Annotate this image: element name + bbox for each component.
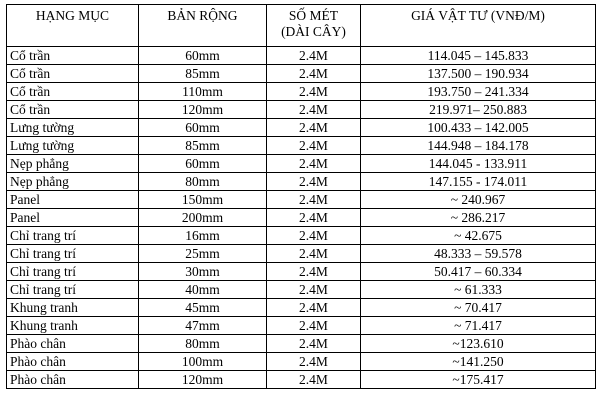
cell-meters: 2.4M xyxy=(267,191,361,209)
cell-price: ~175.417 xyxy=(361,371,596,389)
cell-width: 110mm xyxy=(139,83,267,101)
cell-meters: 2.4M xyxy=(267,353,361,371)
cell-meters: 2.4M xyxy=(267,263,361,281)
cell-category: Chỉ trang trí xyxy=(7,245,139,263)
cell-meters: 2.4M xyxy=(267,101,361,119)
table-row xyxy=(7,209,596,227)
cell-width: 80mm xyxy=(139,173,267,191)
cell-width: 16mm xyxy=(139,227,267,245)
table-row xyxy=(7,191,596,209)
table-row xyxy=(7,173,596,191)
header-category: HẠNG MỤC xyxy=(7,5,139,47)
table-row xyxy=(7,137,596,155)
table-row xyxy=(7,335,596,353)
cell-width: 80mm xyxy=(139,335,267,353)
table-row xyxy=(7,299,596,317)
cell-width: 100mm xyxy=(139,353,267,371)
cell-meters: 2.4M xyxy=(267,281,361,299)
cell-category: Panel xyxy=(7,209,139,227)
header-meters-line1: SỐ MÉT xyxy=(288,8,339,23)
price-table xyxy=(6,4,596,389)
cell-meters: 2.4M xyxy=(267,299,361,317)
cell-price: 144.948 – 184.178 xyxy=(361,137,596,155)
cell-meters: 2.4M xyxy=(267,335,361,353)
table-row xyxy=(7,281,596,299)
cell-price: 100.433 – 142.005 xyxy=(361,119,596,137)
cell-category: Chỉ trang trí xyxy=(7,281,139,299)
table-row xyxy=(7,245,596,263)
header-meters xyxy=(267,5,361,47)
table-row xyxy=(7,119,596,137)
cell-width: 60mm xyxy=(139,119,267,137)
cell-price: 147.155 - 174.011 xyxy=(361,173,596,191)
cell-price: 193.750 – 241.334 xyxy=(361,83,596,101)
cell-meters: 2.4M xyxy=(267,245,361,263)
cell-meters: 2.4M xyxy=(267,227,361,245)
table-row xyxy=(7,101,596,119)
cell-price: ~ 70.417 xyxy=(361,299,596,317)
cell-width: 25mm xyxy=(139,245,267,263)
cell-width: 45mm xyxy=(139,299,267,317)
table-row xyxy=(7,65,596,83)
cell-category: Lưng tường xyxy=(7,137,139,155)
table-row xyxy=(7,83,596,101)
cell-category: Phào chân xyxy=(7,353,139,371)
cell-price: ~ 42.675 xyxy=(361,227,596,245)
cell-width: 47mm xyxy=(139,317,267,335)
cell-meters: 2.4M xyxy=(267,209,361,227)
cell-width: 150mm xyxy=(139,191,267,209)
cell-meters: 2.4M xyxy=(267,119,361,137)
cell-width: 85mm xyxy=(139,65,267,83)
cell-category: Cổ trần xyxy=(7,65,139,83)
cell-price: ~123.610 xyxy=(361,335,596,353)
cell-width: 60mm xyxy=(139,155,267,173)
cell-price: 114.045 – 145.833 xyxy=(361,47,596,65)
header-row xyxy=(7,5,596,47)
cell-width: 30mm xyxy=(139,263,267,281)
cell-category: Phào chân xyxy=(7,335,139,353)
cell-price: 137.500 – 190.934 xyxy=(361,65,596,83)
cell-meters: 2.4M xyxy=(267,155,361,173)
cell-width: 85mm xyxy=(139,137,267,155)
cell-meters: 2.4M xyxy=(267,47,361,65)
cell-width: 200mm xyxy=(139,209,267,227)
cell-price: ~ 240.967 xyxy=(361,191,596,209)
table-row xyxy=(7,263,596,281)
header-meters-line2: (DÀI CÂY) xyxy=(281,24,346,39)
cell-category: Panel xyxy=(7,191,139,209)
cell-category: Chỉ trang trí xyxy=(7,227,139,245)
cell-width: 120mm xyxy=(139,101,267,119)
cell-category: Lưng tường xyxy=(7,119,139,137)
header-width: BẢN RỘNG xyxy=(139,5,267,47)
cell-price: ~ 286.217 xyxy=(361,209,596,227)
cell-price: 50.417 – 60.334 xyxy=(361,263,596,281)
cell-price: 219.971– 250.883 xyxy=(361,101,596,119)
cell-meters: 2.4M xyxy=(267,173,361,191)
cell-category: Nẹp phẳng xyxy=(7,173,139,191)
cell-meters: 2.4M xyxy=(267,371,361,389)
cell-category: Khung tranh xyxy=(7,317,139,335)
cell-price: ~ 71.417 xyxy=(361,317,596,335)
cell-category: Cổ trần xyxy=(7,101,139,119)
cell-category: Nẹp phẳng xyxy=(7,155,139,173)
cell-price: ~ 61.333 xyxy=(361,281,596,299)
cell-category: Chỉ trang trí xyxy=(7,263,139,281)
table-body xyxy=(7,47,596,389)
cell-width: 40mm xyxy=(139,281,267,299)
cell-meters: 2.4M xyxy=(267,317,361,335)
cell-category: Khung tranh xyxy=(7,299,139,317)
cell-price: 144.045 - 133.911 xyxy=(361,155,596,173)
cell-meters: 2.4M xyxy=(267,83,361,101)
table-row xyxy=(7,155,596,173)
cell-category: Cổ trần xyxy=(7,83,139,101)
cell-category: Phào chân xyxy=(7,371,139,389)
table-row xyxy=(7,47,596,65)
cell-price: ~141.250 xyxy=(361,353,596,371)
table-row xyxy=(7,371,596,389)
cell-meters: 2.4M xyxy=(267,137,361,155)
table-row xyxy=(7,353,596,371)
cell-price: 48.333 – 59.578 xyxy=(361,245,596,263)
table-row xyxy=(7,317,596,335)
cell-width: 60mm xyxy=(139,47,267,65)
table-row xyxy=(7,227,596,245)
cell-meters: 2.4M xyxy=(267,65,361,83)
cell-width: 120mm xyxy=(139,371,267,389)
header-price: GIÁ VẬT TƯ (VNĐ/M) xyxy=(361,5,596,47)
cell-category: Cổ trần xyxy=(7,47,139,65)
